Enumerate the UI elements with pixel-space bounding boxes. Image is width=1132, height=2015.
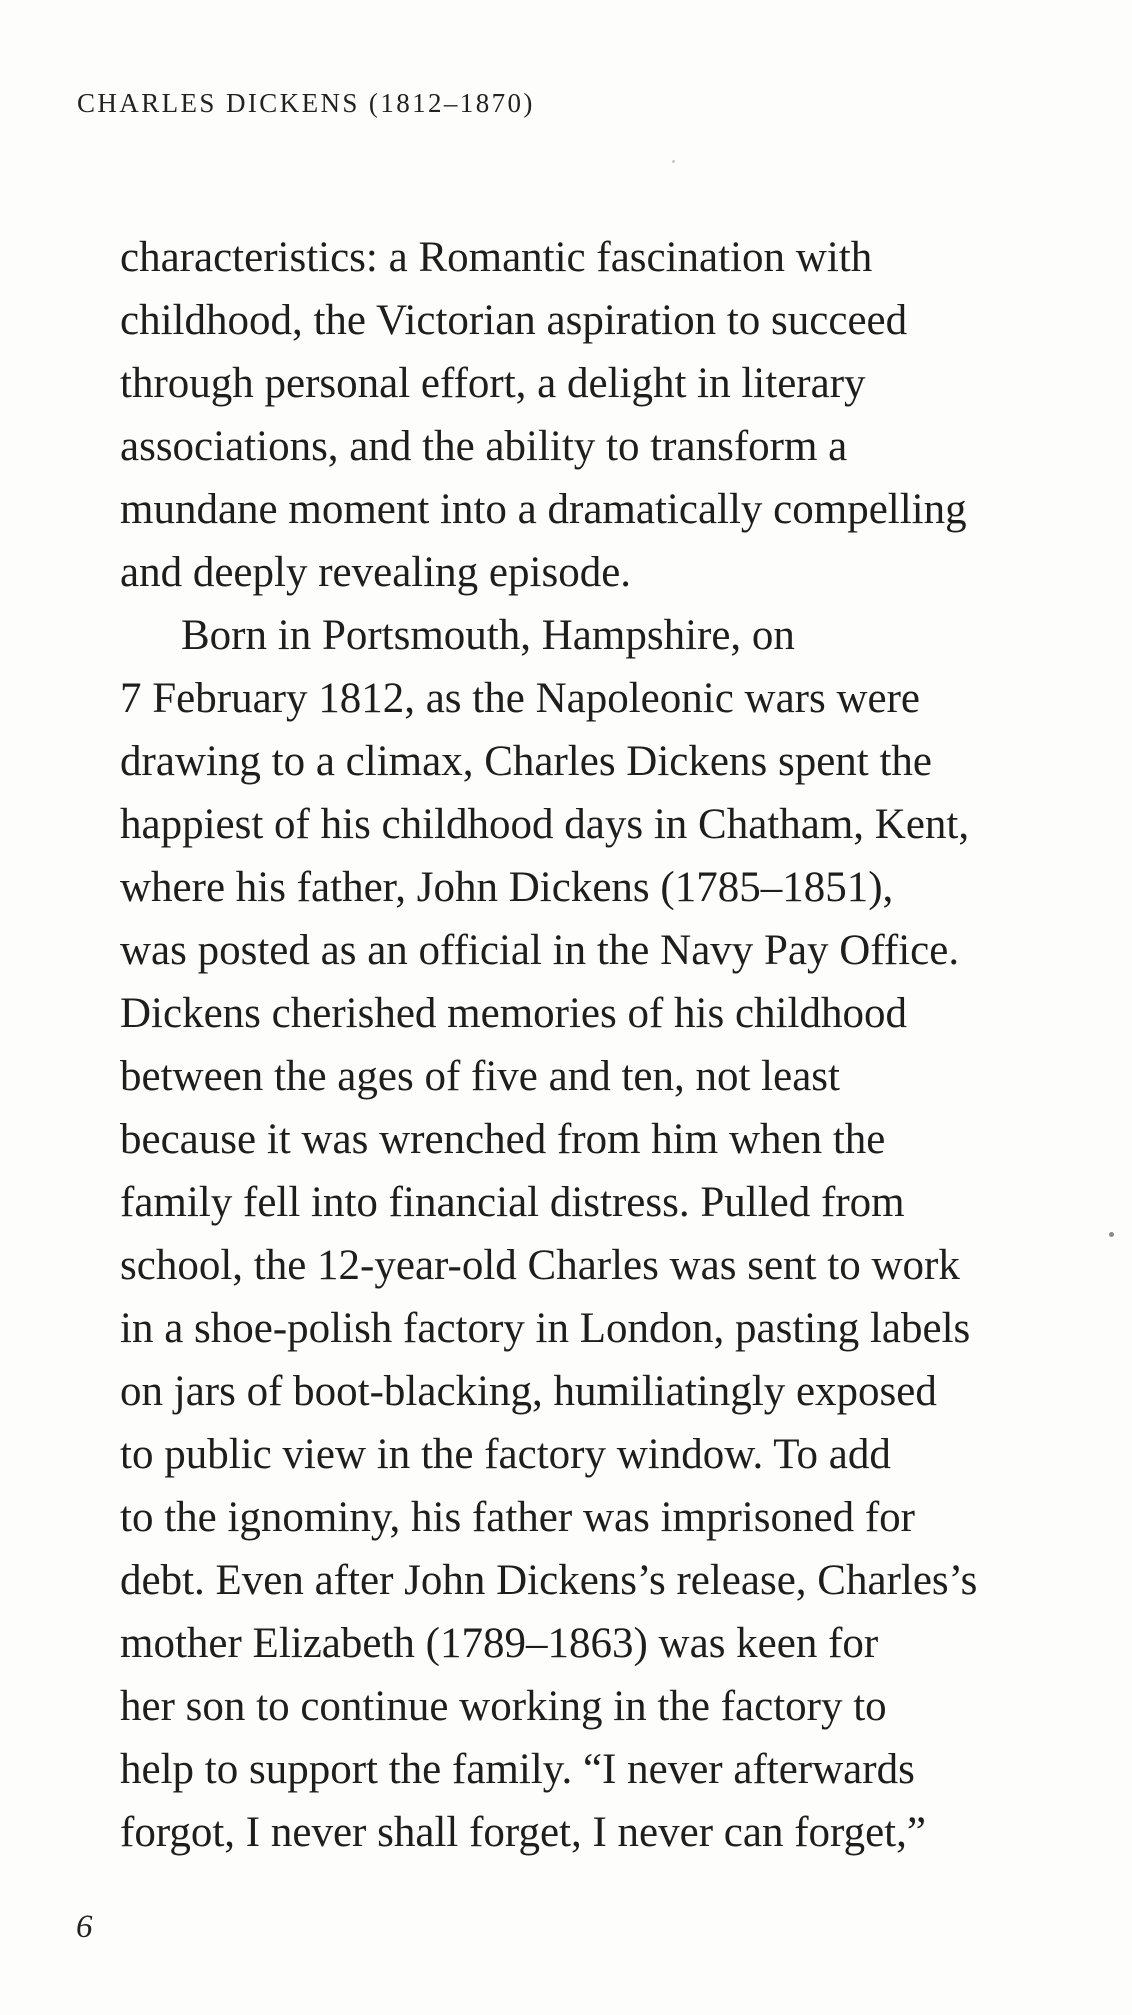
text-line: to public view in the factory window. To add <box>120 1431 891 1478</box>
text-line: happiest of his childhood days in Chatham, Kent, <box>120 801 970 848</box>
text-line: where his father, John Dickens (1785–1851), <box>120 864 894 911</box>
text-line: her son to continue working in the factory to <box>120 1683 887 1730</box>
running-head: CHARLES DICKENS (1812–1870) <box>77 88 535 118</box>
text-line: was posted as an official in the Navy Pay Office. <box>120 927 960 974</box>
text-line: through personal effort, a delight in literary <box>120 360 866 407</box>
scan-speck <box>1109 1232 1114 1237</box>
text-line: childhood, the Victorian aspiration to succeed <box>120 297 908 344</box>
text-line: help to support the family. “I never afterwards <box>120 1746 915 1793</box>
text-line: debt. Even after John Dickens’s release, Charles’s <box>120 1557 978 1604</box>
text-line: in a shoe-polish factory in London, pasting labels <box>120 1305 971 1352</box>
text-line: characteristics: a Romantic fascination with <box>120 234 873 281</box>
scan-speck <box>672 160 675 163</box>
text-line: mother Elizabeth (1789–1863) was keen for <box>120 1620 879 1667</box>
text-line: associations, and the ability to transform a <box>120 423 848 470</box>
text-line: family fell into financial distress. Pulled from <box>120 1179 905 1226</box>
text-line: and deeply revealing episode. <box>120 549 632 596</box>
page-number: 6 <box>76 1909 93 1945</box>
text-line: between the ages of five and ten, not least <box>120 1053 840 1100</box>
text-line: because it was wrenched from him when the <box>120 1116 886 1163</box>
text-line: drawing to a climax, Charles Dickens spent the <box>120 738 933 785</box>
text-line: school, the 12-year-old Charles was sent to work <box>120 1242 960 1289</box>
text-line: 7 February 1812, as the Napoleonic wars were <box>120 675 921 722</box>
text-line: forgot, I never shall forget, I never can forget,” <box>120 1809 926 1856</box>
text-line: mundane moment into a dramatically compelling <box>120 486 967 533</box>
body-text <box>120 226 1120 1864</box>
text-line: Dickens cherished memories of his childhood <box>120 990 907 1037</box>
text-line: on jars of boot-blacking, humiliatingly exposed <box>120 1368 937 1415</box>
text-line: to the ignominy, his father was imprisoned for <box>120 1494 915 1541</box>
paragraph-first-line: Born in Portsmouth, Hampshire, on <box>181 612 795 659</box>
